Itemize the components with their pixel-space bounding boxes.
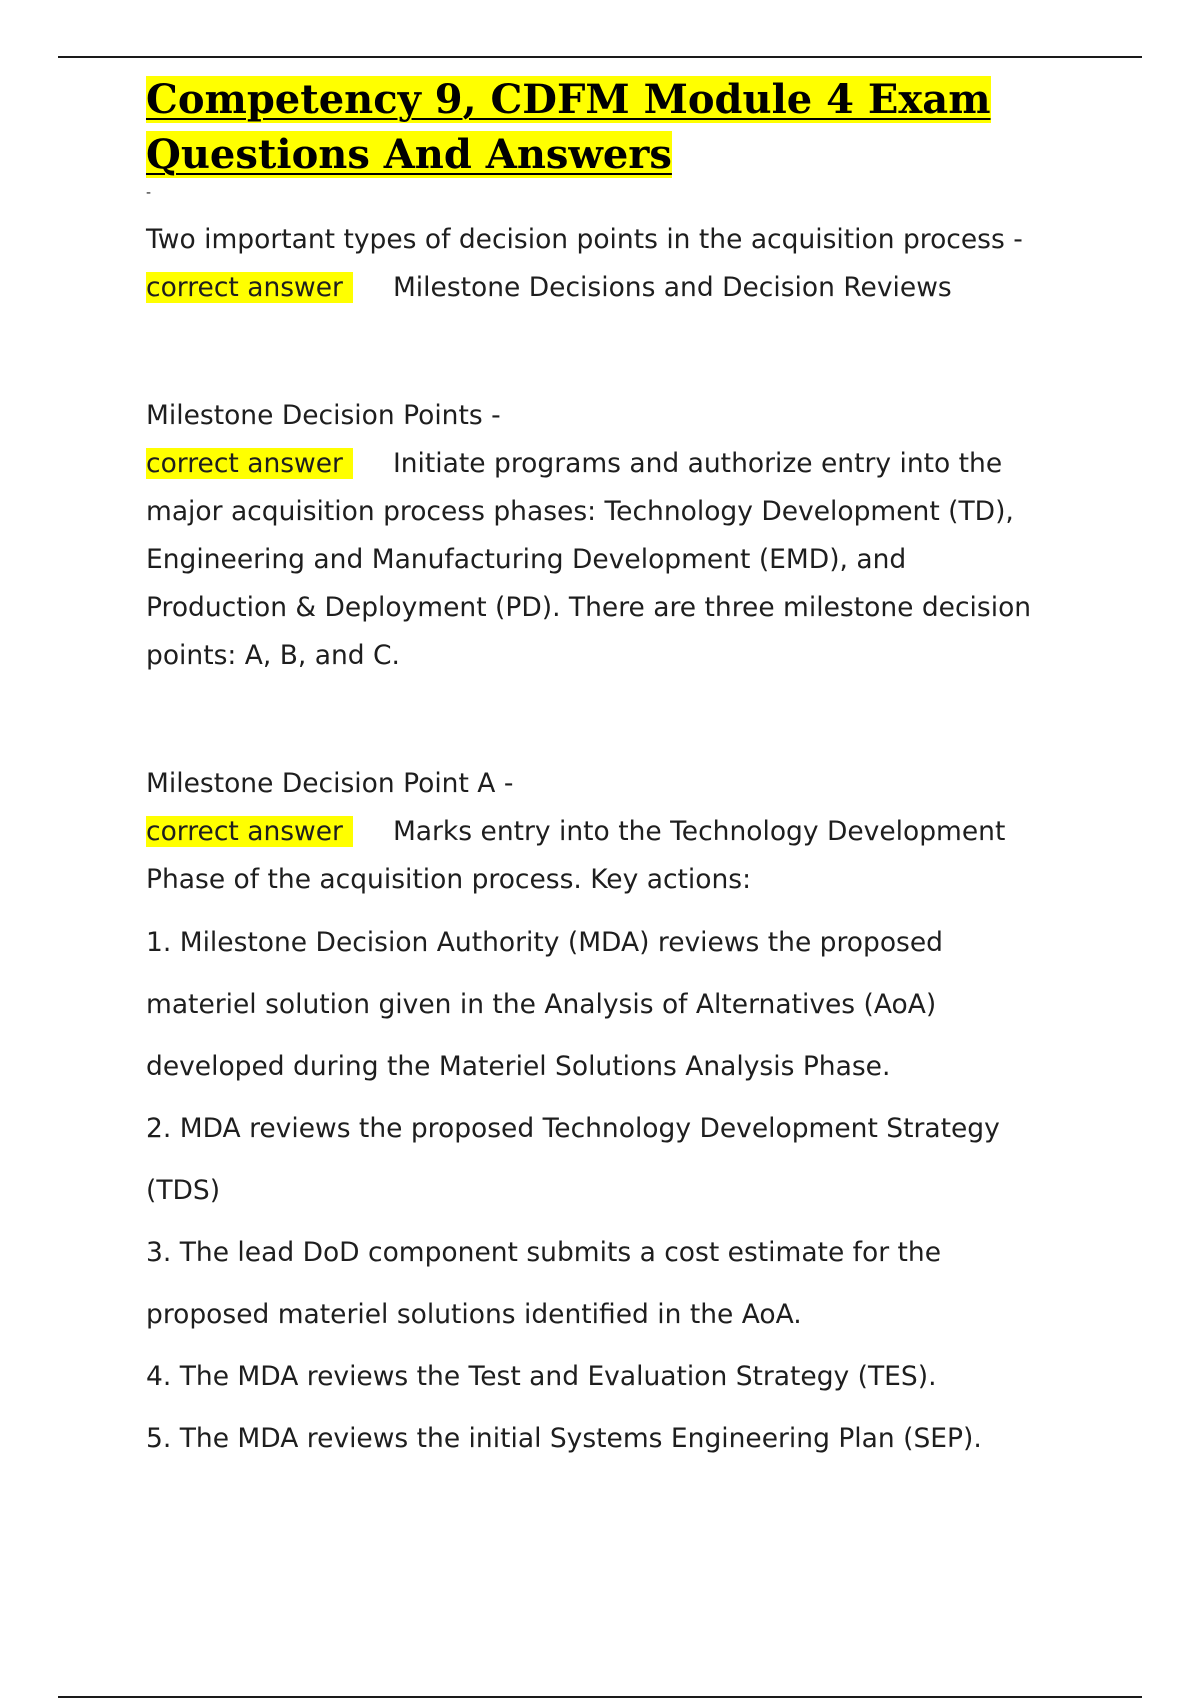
qa-item xyxy=(146,392,1106,680)
document-body xyxy=(146,72,1106,1462)
key-action-item xyxy=(146,1354,1106,1400)
key-action-line: 2. MDA reviews the proposed Technology Development Strategy xyxy=(146,1113,1000,1144)
answer-text: Engineering and Manufacturing Development (EMD), and xyxy=(146,544,907,575)
key-action-line: 4. The MDA reviews the Test and Evaluation Strategy (TES). xyxy=(146,1361,937,1392)
answer-line xyxy=(146,808,1106,856)
answer-text: Marks entry into the Technology Development xyxy=(392,816,1006,847)
answer-line xyxy=(146,440,1106,488)
key-actions-list xyxy=(146,920,1106,1462)
answer-text: Milestone Decisions and Decision Reviews xyxy=(392,272,952,303)
key-action-line: 1. Milestone Decision Authority (MDA) reviews the proposed xyxy=(146,927,943,958)
correct-answer-label: correct answer xyxy=(146,816,353,847)
key-action-item xyxy=(146,1416,1106,1462)
document-title xyxy=(146,72,1106,182)
top-rule xyxy=(58,56,1142,58)
key-action-line: developed during the Materiel Solutions Analysis Phase. xyxy=(146,1051,891,1082)
key-action-line: materiel solution given in the Analysis of Alternatives (AoA) xyxy=(146,989,937,1020)
key-action-item xyxy=(146,1230,1106,1338)
answer-text: Initiate programs and authorize entry into the xyxy=(392,448,1003,479)
key-action-line: 5. The MDA reviews the initial Systems Engineering Plan (SEP). xyxy=(146,1423,982,1454)
qa-item xyxy=(146,760,1106,904)
key-action-line: proposed materiel solutions identified in the AoA. xyxy=(146,1299,802,1330)
correct-answer-label: correct answer xyxy=(146,272,353,303)
answer-text: Phase of the acquisition process. Key actions: xyxy=(146,864,752,895)
answer-text: Production & Deployment (PD). There are three milestone decision xyxy=(146,592,1032,623)
question-text: Two important types of decision points in the acquisition process - xyxy=(146,224,1023,255)
title-line-2: Questions And Answers xyxy=(146,131,672,178)
title-line-1: Competency 9, CDFM Module 4 Exam xyxy=(146,76,991,123)
key-action-item xyxy=(146,920,1106,1090)
bottom-rule xyxy=(58,1696,1142,1698)
key-action-line: 3. The lead DoD component submits a cost estimate for the xyxy=(146,1237,942,1268)
qa-item xyxy=(146,216,1106,312)
separator-mark: - xyxy=(146,185,152,201)
key-action-item xyxy=(146,1106,1106,1214)
correct-answer-label: correct answer xyxy=(146,448,353,479)
answer-text: major acquisition process phases: Technology Development (TD), xyxy=(146,496,1014,527)
question-text: Milestone Decision Points - xyxy=(146,400,501,431)
answer-line xyxy=(146,264,1106,312)
key-action-line: (TDS) xyxy=(146,1175,221,1206)
answer-text: points: A, B, and C. xyxy=(146,640,400,671)
question-text: Milestone Decision Point A - xyxy=(146,768,514,799)
